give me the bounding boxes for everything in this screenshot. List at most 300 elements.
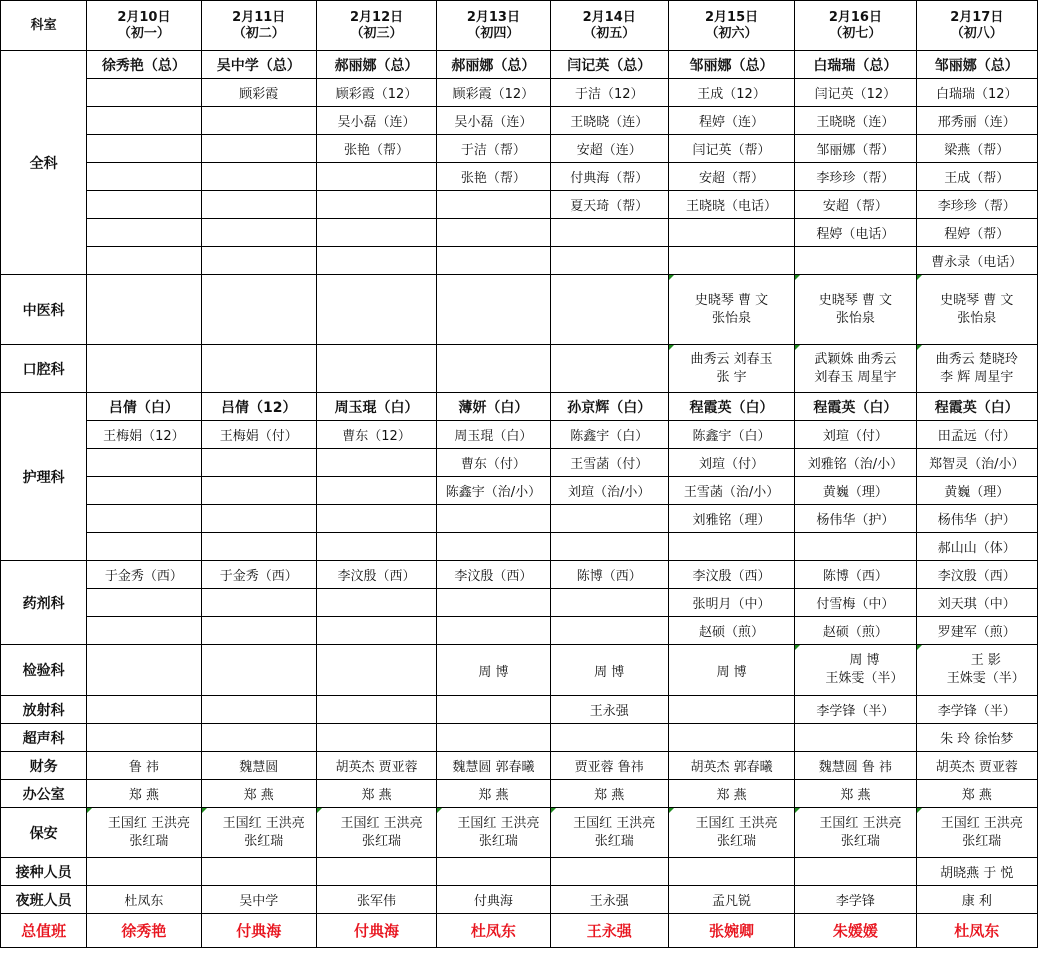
- schedule-cell: 王梅娟（付）: [201, 421, 316, 449]
- cell-line: 张红瑞: [962, 833, 1002, 849]
- schedule-cell: 魏慧圆 郭春曦: [437, 752, 550, 780]
- schedule-cell: 王梅娟（12）: [87, 421, 201, 449]
- huli-row: [1, 505, 1038, 533]
- dept-jiezhong: 接种人员: [1, 858, 87, 886]
- schedule-cell: [201, 345, 316, 393]
- schedule-cell: 邢秀丽（连）: [916, 107, 1037, 135]
- schedule-cell: [550, 247, 668, 275]
- schedule-cell: [550, 275, 668, 345]
- schedule-cell: [550, 724, 668, 752]
- yaoji-row: [1, 589, 1038, 617]
- schedule-cell: [87, 135, 201, 163]
- schedule-cell: 郝丽娜（总）: [316, 51, 436, 79]
- schedule-cell: [668, 645, 794, 696]
- date-label: 2月15日: [704, 9, 759, 25]
- schedule-cell: 杜凤东: [87, 886, 201, 914]
- kouqiang-row: [1, 345, 1038, 393]
- schedule-cell: 赵硕（煎）: [795, 617, 916, 645]
- schedule-cell: 黄巍（理）: [795, 477, 916, 505]
- date-label: 2月12日: [349, 9, 404, 25]
- schedule-cell: [437, 275, 550, 345]
- schedule-cell: 郑 燕: [916, 780, 1037, 808]
- schedule-cell: 徐秀艳（总）: [87, 51, 201, 79]
- dept-fangshe: 放射科: [1, 696, 87, 724]
- schedule-cell: 陈鑫宇（白）: [668, 421, 794, 449]
- date-label: 2月16日: [828, 9, 882, 25]
- dept-baoan: 保安: [1, 808, 87, 858]
- schedule-cell: [87, 247, 201, 275]
- cell-line: 曲秀云 楚晓玲: [935, 351, 1018, 367]
- lunar-date-label: （初八）: [950, 25, 1003, 41]
- dept-quanke: 全科: [1, 51, 87, 275]
- schedule-cell: [437, 617, 550, 645]
- schedule-cell: 周玉琨（白）: [437, 421, 550, 449]
- cell-line: 张红瑞: [362, 833, 402, 849]
- schedule-cell: [87, 79, 201, 107]
- cell-line: 刘春玉 周星宇: [814, 369, 897, 385]
- schedule-cell: 付典海（帮）: [550, 163, 668, 191]
- schedule-cell: [87, 858, 201, 886]
- schedule-cell: 付雪梅（中）: [795, 589, 916, 617]
- jianyan-row: [1, 645, 1038, 696]
- date-label: 2月14日: [582, 9, 636, 25]
- schedule-cell: [87, 191, 201, 219]
- schedule-cell: 李汶殷（西）: [668, 561, 794, 589]
- zhongyi-row: [1, 275, 1038, 345]
- schedule-cell: [87, 724, 201, 752]
- schedule-cell: [201, 449, 316, 477]
- quanke-row: [1, 135, 1038, 163]
- schedule-cell: [201, 107, 316, 135]
- cell-line: 张红瑞: [717, 833, 757, 849]
- schedule-cell: [316, 589, 436, 617]
- cell-line: 张红瑞: [478, 833, 518, 849]
- schedule-cell: [316, 858, 436, 886]
- quanke-row: [1, 163, 1038, 191]
- schedule-cell: 郑智灵（治/小）: [916, 449, 1037, 477]
- cell-line: 周 博: [716, 664, 747, 680]
- cell-line: 曲秀云 刘春玉: [690, 351, 773, 367]
- dept-zongzhi: 总值班: [1, 914, 87, 948]
- dept-huli: 护理科: [1, 393, 87, 561]
- cell-line: 王国红 王洪亮: [940, 815, 1023, 831]
- schedule-cell: 郑 燕: [795, 780, 916, 808]
- dept-jianyan: 检验科: [1, 645, 87, 696]
- cell-line: 王国红 王洪亮: [340, 815, 423, 831]
- schedule-cell: [87, 808, 201, 858]
- schedule-cell: [316, 533, 436, 561]
- schedule-cell: 鲁 祎: [87, 752, 201, 780]
- cell-line: 王国红 王洪亮: [222, 815, 305, 831]
- cell-line: 张怡泉: [957, 310, 997, 326]
- schedule-cell: [437, 696, 550, 724]
- schedule-cell: [87, 505, 201, 533]
- cell-line: 王国红 王洪亮: [695, 815, 778, 831]
- schedule-cell: [316, 645, 436, 696]
- schedule-cell: 刘瑄（付）: [795, 421, 916, 449]
- schedule-cell: 郑 燕: [668, 780, 794, 808]
- chaosheng-row: [1, 724, 1038, 752]
- schedule-cell: [550, 858, 668, 886]
- schedule-cell: 程霞英（白）: [795, 393, 916, 421]
- schedule-cell: 于金秀（西）: [201, 561, 316, 589]
- cell-line: 王姝雯（半）: [825, 671, 904, 686]
- schedule-cell: 郑 燕: [550, 780, 668, 808]
- schedule-cell: [87, 163, 201, 191]
- schedule-cell: 赵硕（煎）: [668, 617, 794, 645]
- schedule-cell: 王晓晓（连）: [795, 107, 916, 135]
- schedule-cell: 顾彩霞（12）: [437, 79, 550, 107]
- jiezhong-row: [1, 858, 1038, 886]
- schedule-cell: [87, 219, 201, 247]
- cell-line: 张怡泉: [835, 310, 875, 326]
- date-column-header: [550, 1, 668, 51]
- schedule-cell: [550, 589, 668, 617]
- schedule-cell: 魏慧圆 鲁 祎: [795, 752, 916, 780]
- schedule-cell: [201, 645, 316, 696]
- schedule-cell: 付典海: [437, 886, 550, 914]
- schedule-cell: 白瑞瑞（总）: [795, 51, 916, 79]
- date-label: 2月11日: [232, 9, 286, 25]
- schedule-cell: 程婷（电话）: [795, 219, 916, 247]
- schedule-cell: 罗建军（煎）: [916, 617, 1037, 645]
- schedule-cell: 陈博（西）: [795, 561, 916, 589]
- cell-line: 周 博: [478, 664, 509, 680]
- schedule-cell: [316, 247, 436, 275]
- date-label: 2月17日: [950, 9, 1004, 25]
- quanke-row: [1, 51, 1038, 79]
- date-column-header: [437, 1, 550, 51]
- dept-kouqiang: 口腔科: [1, 345, 87, 393]
- schedule-cell: 梁燕（帮）: [916, 135, 1037, 163]
- schedule-cell: [795, 247, 916, 275]
- schedule-cell: [316, 345, 436, 393]
- schedule-cell: [201, 533, 316, 561]
- schedule-cell: [668, 533, 794, 561]
- schedule-cell: [316, 275, 436, 345]
- cell-line: 王 影: [970, 653, 1001, 668]
- schedule-cell: [316, 808, 436, 858]
- cell-line: 史晓琴 曹 文: [694, 292, 769, 308]
- schedule-cell: [795, 275, 916, 345]
- schedule-cell: 吴小磊（连）: [437, 107, 550, 135]
- schedule-cell: 杜凤东: [437, 914, 550, 948]
- huli-row: [1, 421, 1038, 449]
- dept-yeban: 夜班人员: [1, 886, 87, 914]
- schedule-cell: [437, 345, 550, 393]
- schedule-cell: [795, 645, 916, 696]
- schedule-cell: 李学锋: [795, 886, 916, 914]
- schedule-cell: 吕倩（12）: [201, 393, 316, 421]
- cell-line: 张红瑞: [840, 833, 880, 849]
- date-column-header: [795, 1, 916, 51]
- lunar-date-label: （初三）: [350, 25, 403, 41]
- schedule-cell: 杜凤东: [916, 914, 1037, 948]
- schedule-cell: [668, 724, 794, 752]
- schedule-cell: [87, 589, 201, 617]
- schedule-cell: 魏慧圆: [201, 752, 316, 780]
- schedule-cell: 顾彩霞（12）: [316, 79, 436, 107]
- schedule-cell: 郝丽娜（总）: [437, 51, 550, 79]
- schedule-cell: 田孟远（付）: [916, 421, 1037, 449]
- cell-line: 周 博: [594, 664, 625, 680]
- schedule-cell: [916, 808, 1037, 858]
- fangshe-row: [1, 696, 1038, 724]
- schedule-cell: [550, 808, 668, 858]
- schedule-cell: [550, 533, 668, 561]
- schedule-cell: [668, 345, 794, 393]
- schedule-cell: 程霞英（白）: [916, 393, 1037, 421]
- schedule-cell: 邹丽娜（帮）: [795, 135, 916, 163]
- schedule-cell: 曹永录（电话）: [916, 247, 1037, 275]
- date-label: 2月13日: [466, 9, 520, 25]
- schedule-cell: [550, 645, 668, 696]
- schedule-cell: 吴小磊（连）: [316, 107, 436, 135]
- schedule-cell: 李珍珍（帮）: [916, 191, 1037, 219]
- huli-row: [1, 449, 1038, 477]
- department-column-header: 科室: [1, 1, 87, 51]
- schedule-cell: [87, 645, 201, 696]
- schedule-cell: 于洁（帮）: [437, 135, 550, 163]
- schedule-cell: 于洁（12）: [550, 79, 668, 107]
- schedule-cell: [201, 275, 316, 345]
- schedule-cell: 康 利: [916, 886, 1037, 914]
- schedule-cell: [201, 808, 316, 858]
- schedule-cell: [550, 345, 668, 393]
- cell-line: 武颖姝 曲秀云: [814, 351, 897, 367]
- schedule-cell: 于金秀（西）: [87, 561, 201, 589]
- huli-row: [1, 393, 1038, 421]
- schedule-cell: 王晓晓（连）: [550, 107, 668, 135]
- cell-line: 王姝雯（半）: [946, 671, 1025, 686]
- schedule-cell: [668, 275, 794, 345]
- schedule-cell: [201, 589, 316, 617]
- cell-line: 张红瑞: [594, 833, 634, 849]
- schedule-cell: [550, 617, 668, 645]
- schedule-cell: 付典海: [316, 914, 436, 948]
- schedule-cell: 曹东（付）: [437, 449, 550, 477]
- yaoji-row: [1, 617, 1038, 645]
- schedule-cell: 李珍珍（帮）: [795, 163, 916, 191]
- cell-line: 张 宇: [716, 369, 747, 385]
- schedule-cell: [668, 858, 794, 886]
- schedule-cell: 李汶殷（西）: [437, 561, 550, 589]
- lunar-date-label: （初二）: [232, 25, 285, 41]
- schedule-cell: 朱媛媛: [795, 914, 916, 948]
- schedule-cell: [437, 858, 550, 886]
- schedule-cell: 夏天琦（帮）: [550, 191, 668, 219]
- schedule-cell: [795, 533, 916, 561]
- schedule-cell: 吴中学（总）: [201, 51, 316, 79]
- schedule-cell: [795, 345, 916, 393]
- dept-caiwu: 财务: [1, 752, 87, 780]
- cell-line: 李 辉 周星宇: [940, 369, 1014, 385]
- schedule-cell: [437, 533, 550, 561]
- schedule-cell: [437, 808, 550, 858]
- cell-line: 周 博: [849, 653, 880, 668]
- schedule-cell: 王永强: [550, 696, 668, 724]
- schedule-cell: 王成（帮）: [916, 163, 1037, 191]
- yaoji-row: [1, 561, 1038, 589]
- schedule-cell: [201, 219, 316, 247]
- schedule-cell: 刘天琪（中）: [916, 589, 1037, 617]
- schedule-cell: 黄巍（理）: [916, 477, 1037, 505]
- schedule-cell: 安超（帮）: [795, 191, 916, 219]
- schedule-cell: [795, 808, 916, 858]
- lunar-date-label: （初六）: [705, 25, 758, 41]
- schedule-cell: 李汶殷（西）: [316, 561, 436, 589]
- dept-bangong: 办公室: [1, 780, 87, 808]
- cell-line: 王国红 王洪亮: [457, 815, 540, 831]
- schedule-cell: [201, 477, 316, 505]
- schedule-cell: [316, 191, 436, 219]
- schedule-cell: 王雪菡（治/小）: [668, 477, 794, 505]
- schedule-cell: [437, 645, 550, 696]
- schedule-cell: 闫记英（12）: [795, 79, 916, 107]
- schedule-cell: [201, 505, 316, 533]
- schedule-cell: 陈鑫宇（白）: [550, 421, 668, 449]
- schedule-cell: 白瑞瑞（12）: [916, 79, 1037, 107]
- schedule-cell: [201, 135, 316, 163]
- schedule-cell: [668, 219, 794, 247]
- cell-line: 张怡泉: [712, 310, 752, 326]
- schedule-cell: [668, 696, 794, 724]
- schedule-cell: [550, 505, 668, 533]
- schedule-cell: 王永强: [550, 914, 668, 948]
- baoan-row: [1, 808, 1038, 858]
- schedule-cell: [316, 617, 436, 645]
- schedule-cell: [316, 163, 436, 191]
- schedule-cell: [87, 617, 201, 645]
- lunar-date-label: （初一）: [117, 25, 170, 41]
- schedule-cell: 陈博（西）: [550, 561, 668, 589]
- schedule-cell: 郑 燕: [316, 780, 436, 808]
- schedule-cell: 胡英杰 贾亚蓉: [316, 752, 436, 780]
- caiwu-row: [1, 752, 1038, 780]
- zongzhi-row: [1, 914, 1038, 948]
- schedule-cell: 李学锋（半）: [795, 696, 916, 724]
- date-column-header: [87, 1, 201, 51]
- cell-line: 张红瑞: [244, 833, 284, 849]
- schedule-cell: [437, 589, 550, 617]
- schedule-cell: 陈鑫宇（治/小）: [437, 477, 550, 505]
- schedule-cell: 邹丽娜（总）: [916, 51, 1037, 79]
- schedule-cell: [316, 219, 436, 247]
- lunar-date-label: （初七）: [829, 25, 882, 41]
- date-column-header: [668, 1, 794, 51]
- schedule-cell: [916, 275, 1037, 345]
- quanke-row: [1, 107, 1038, 135]
- date-column-header: [201, 1, 316, 51]
- dept-zhongyi: 中医科: [1, 275, 87, 345]
- schedule-cell: [437, 191, 550, 219]
- schedule-cell: 王晓晓（电话）: [668, 191, 794, 219]
- bangong-row: [1, 780, 1038, 808]
- schedule-cell: [87, 533, 201, 561]
- cell-line: 张红瑞: [129, 833, 169, 849]
- schedule-cell: 李学锋（半）: [916, 696, 1037, 724]
- huli-row: [1, 477, 1038, 505]
- schedule-cell: 胡英杰 郭春曦: [668, 752, 794, 780]
- quanke-row: [1, 79, 1038, 107]
- schedule-cell: 刘瑄（治/小）: [550, 477, 668, 505]
- schedule-cell: [201, 724, 316, 752]
- schedule-cell: 付典海: [201, 914, 316, 948]
- schedule-cell: 张明月（中）: [668, 589, 794, 617]
- schedule-cell: 胡晓燕 于 悦: [916, 858, 1037, 886]
- schedule-cell: [201, 191, 316, 219]
- quanke-row: [1, 219, 1038, 247]
- cell-line: 史晓琴 曹 文: [818, 292, 893, 308]
- yeban-row: [1, 886, 1038, 914]
- schedule-cell: 张艳（帮）: [316, 135, 436, 163]
- schedule-cell: [87, 275, 201, 345]
- cell-line: 王国红 王洪亮: [819, 815, 902, 831]
- schedule-cell: [437, 247, 550, 275]
- schedule-cell: 薄妍（白）: [437, 393, 550, 421]
- schedule-cell: [201, 617, 316, 645]
- schedule-cell: 刘瑄（付）: [668, 449, 794, 477]
- schedule-cell: [795, 858, 916, 886]
- lunar-date-label: （初五）: [583, 25, 636, 41]
- schedule-cell: [668, 808, 794, 858]
- schedule-cell: 杨伟华（护）: [916, 505, 1037, 533]
- schedule-cell: 张艳（帮）: [437, 163, 550, 191]
- dept-chaosheng: 超声科: [1, 724, 87, 752]
- date-label: 2月10日: [117, 9, 171, 25]
- schedule-cell: 孙京辉（白）: [550, 393, 668, 421]
- schedule-cell: 郑 燕: [437, 780, 550, 808]
- schedule-cell: 周玉琨（白）: [316, 393, 436, 421]
- schedule-cell: [316, 696, 436, 724]
- schedule-cell: 张婉卿: [668, 914, 794, 948]
- schedule-cell: 刘雅铭（治/小）: [795, 449, 916, 477]
- schedule-cell: [87, 696, 201, 724]
- schedule-cell: 安超（连）: [550, 135, 668, 163]
- schedule-cell: [201, 858, 316, 886]
- schedule-cell: 顾彩霞: [201, 79, 316, 107]
- schedule-cell: 曹东（12）: [316, 421, 436, 449]
- schedule-cell: [668, 247, 794, 275]
- schedule-cell: [316, 449, 436, 477]
- schedule-cell: [201, 163, 316, 191]
- schedule-cell: 安超（帮）: [668, 163, 794, 191]
- schedule-cell: 邹丽娜（总）: [668, 51, 794, 79]
- schedule-cell: [795, 724, 916, 752]
- schedule-cell: [437, 505, 550, 533]
- schedule-cell: 郑 燕: [87, 780, 201, 808]
- schedule-cell: 程霞英（白）: [668, 393, 794, 421]
- schedule-cell: [316, 505, 436, 533]
- schedule-cell: [316, 477, 436, 505]
- schedule-cell: [316, 724, 436, 752]
- schedule-cell: [87, 449, 201, 477]
- quanke-row: [1, 247, 1038, 275]
- cell-line: 史晓琴 曹 文: [940, 292, 1014, 308]
- schedule-cell: 王永强: [550, 886, 668, 914]
- schedule-cell: [916, 645, 1037, 696]
- schedule-cell: 吴中学: [201, 886, 316, 914]
- cell-line: 王国红 王洪亮: [573, 815, 656, 831]
- dept-yaoji: 药剂科: [1, 561, 87, 645]
- cell-line: 王国红 王洪亮: [107, 815, 190, 831]
- schedule-cell: [437, 219, 550, 247]
- schedule-cell: [916, 345, 1037, 393]
- schedule-cell: 贾亚蓉 鲁祎: [550, 752, 668, 780]
- lunar-date-label: （初四）: [467, 25, 520, 41]
- date-column-header: [316, 1, 436, 51]
- schedule-cell: 程婷（帮）: [916, 219, 1037, 247]
